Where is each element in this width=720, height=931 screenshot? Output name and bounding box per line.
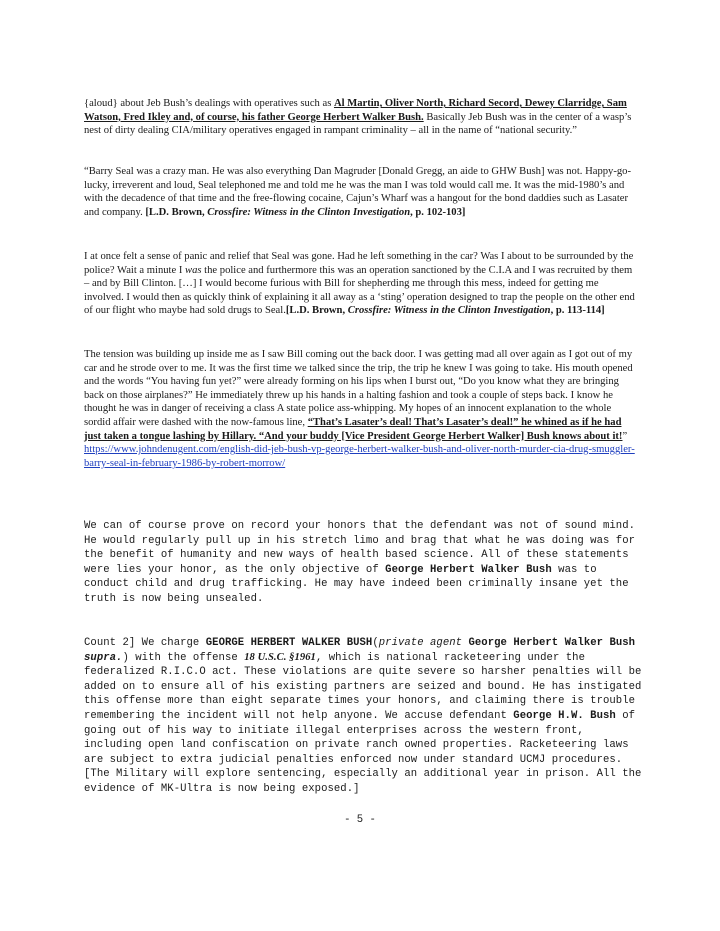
paragraph-sound-mind: We can of course prove on record your honors that the defendant was not of sound mind. He would regularly pull up in his stretch limo and brag that what he was doing was for the benefit of humanity and new ways of health based science. All of these statements were lies your honor, as the only objective of George Herbert Walker Bush was to conduct child and drug trafficking. He may have indeed been criminally insane yet the truth is now being unsealed.	[84, 520, 636, 605]
citation: [L.D. Brown, Crossfire: Witness in the Clinton Investigation, p. 102-103]	[145, 206, 466, 218]
quote-lasaters-deal: The tension was building up inside me as I saw Bill coming out the back door. I was getting mad all over again as I got out of my car and he strode over to me. It was the first time we talked since the trip, the trip he knew I was going to take. His mouth opened and the words “You having fun yet?” were already forming on his lips when I burst out, “Do you know what they are bringing back on those airplanes?” He immediately threw up his hands in a halting fashion and took a couple of steps back. I know he thought he was in danger of receiving a class A state police ass-whipping. My hopes of an innocent explanation to the whole sordid affair were dashed with the now-famous line, “That’s Lasater’s deal! That’s Lasater’s deal!” he whined as if he had just taken a tongue lashing by Hillary. “And your buddy [Vice President George Herbert Walker] Bush knows about it!” https://www.johndenugent.com/english-did-jeb-bush-vp-george-herbert-walker-bush-and-oliver-north-murder-cia-drug-smuggler-barry-seal-in-february-1986-by-robert-morrow/	[84, 349, 635, 469]
quote-barry-seal: “Barry Seal was a crazy man. He was also everything Dan Magruder [Donald Gregg, an aide to GHW Bush] was not. Happy-go-lucky, irreverent and loud, Seal telephoned me and told me he was the man I was told would call me. It was the mid-1980’s and with the decadence of that time and the free-flowing cocaine, Cajun’s Wharf was a hangout for the bond daddies such as Lasater and company. [L.D. Brown, Crossfire: Witness in the Clinton Investigation, p. 102-103]	[84, 166, 631, 218]
paragraph-jeb-bush-operatives: {aloud} about Jeb Bush’s dealings with operatives such as Al Martin, Oliver North, Richard Secord, Dewey Clarridge, Sam Watson, Fred Ikley and, of course, his father George Herbert Walker Bush. Basically Jeb Bush was in the center of a wasp’s nest of dirty dealing CIA/military operatives engaged in rampant criminality – all in the name of “national security.”	[84, 98, 632, 137]
source-link[interactable]: https://www.johndenugent.com/english-did-jeb-bush-vp-george-herbert-walker-bush-and-oliver-north-murder-cia-drug-smuggler-barry-seal-in-february-1986-by-robert-morrow/	[84, 444, 635, 469]
page-number: - 5 -	[344, 814, 376, 826]
operative-names: Al Martin, Oliver North, Richard Secord, Dewey Clarridge, Sam Watson, Fred Ikley and, of course, his father George Herbert Walker Bush.	[84, 98, 627, 123]
paragraph-count-2: Count 2] We charge GEORGE HERBERT WALKER BUSH(private agent George Herbert Walker Bush supra.) with the offense 18 U.S.C. §1961, which is national racketeering under the federalized R.I.C.O act. These violations are quite severe so harsher penalties will be added on to ensure all of his existing partners are seized and bound. He has instigated this offense more than eight separate times your honors, and claiming there is trouble remembering the incident will not help anyone. We accuse defendant George H.W. Bush of going out of his way to initiate illegal enterprises across the western front, including open land confiscation on private ranch owned properties. Racketeering laws are subject to extra judicial penalties enforced now under standard UCMJ procedures. [The Military will explore sentencing, especially an additional year in prison. All the evidence of MK-Ultra is now being exposed.]	[84, 637, 642, 795]
citation: [L.D. Brown, Crossfire: Witness in the Clinton Investigation, p. 113-114]	[285, 305, 605, 317]
statute-reference: 18 U.S.C. §1961	[244, 651, 316, 663]
lasater-quote: “That’s Lasater’s deal! That’s Lasater’s deal!” he whined as if he had just taken a tongue lashing by Hillary. “And your buddy [Vice President George Herbert Walker] Bush knows about it!	[84, 416, 623, 442]
quote-panic-relief: I at once felt a sense of panic and relief that Seal was gone. Had he left something in the car? Was I about to be surrounded by the police? Wait a minute I was the police and furthermore this was an operation sanctioned by the C.I.A and I was recruited by them – and by Bill Clinton. […] I would become furious with Bill for shepherding me through this mess, indeed for getting me involved. I would then as quickly think of explaining it all away as a ‘sting’ operation designed to trap the people on the other end of our flight who maybe had sold drugs to Seal.[L.D. Brown, Crossfire: Witness in the Clinton Investigation, p. 113-114]	[84, 251, 635, 317]
